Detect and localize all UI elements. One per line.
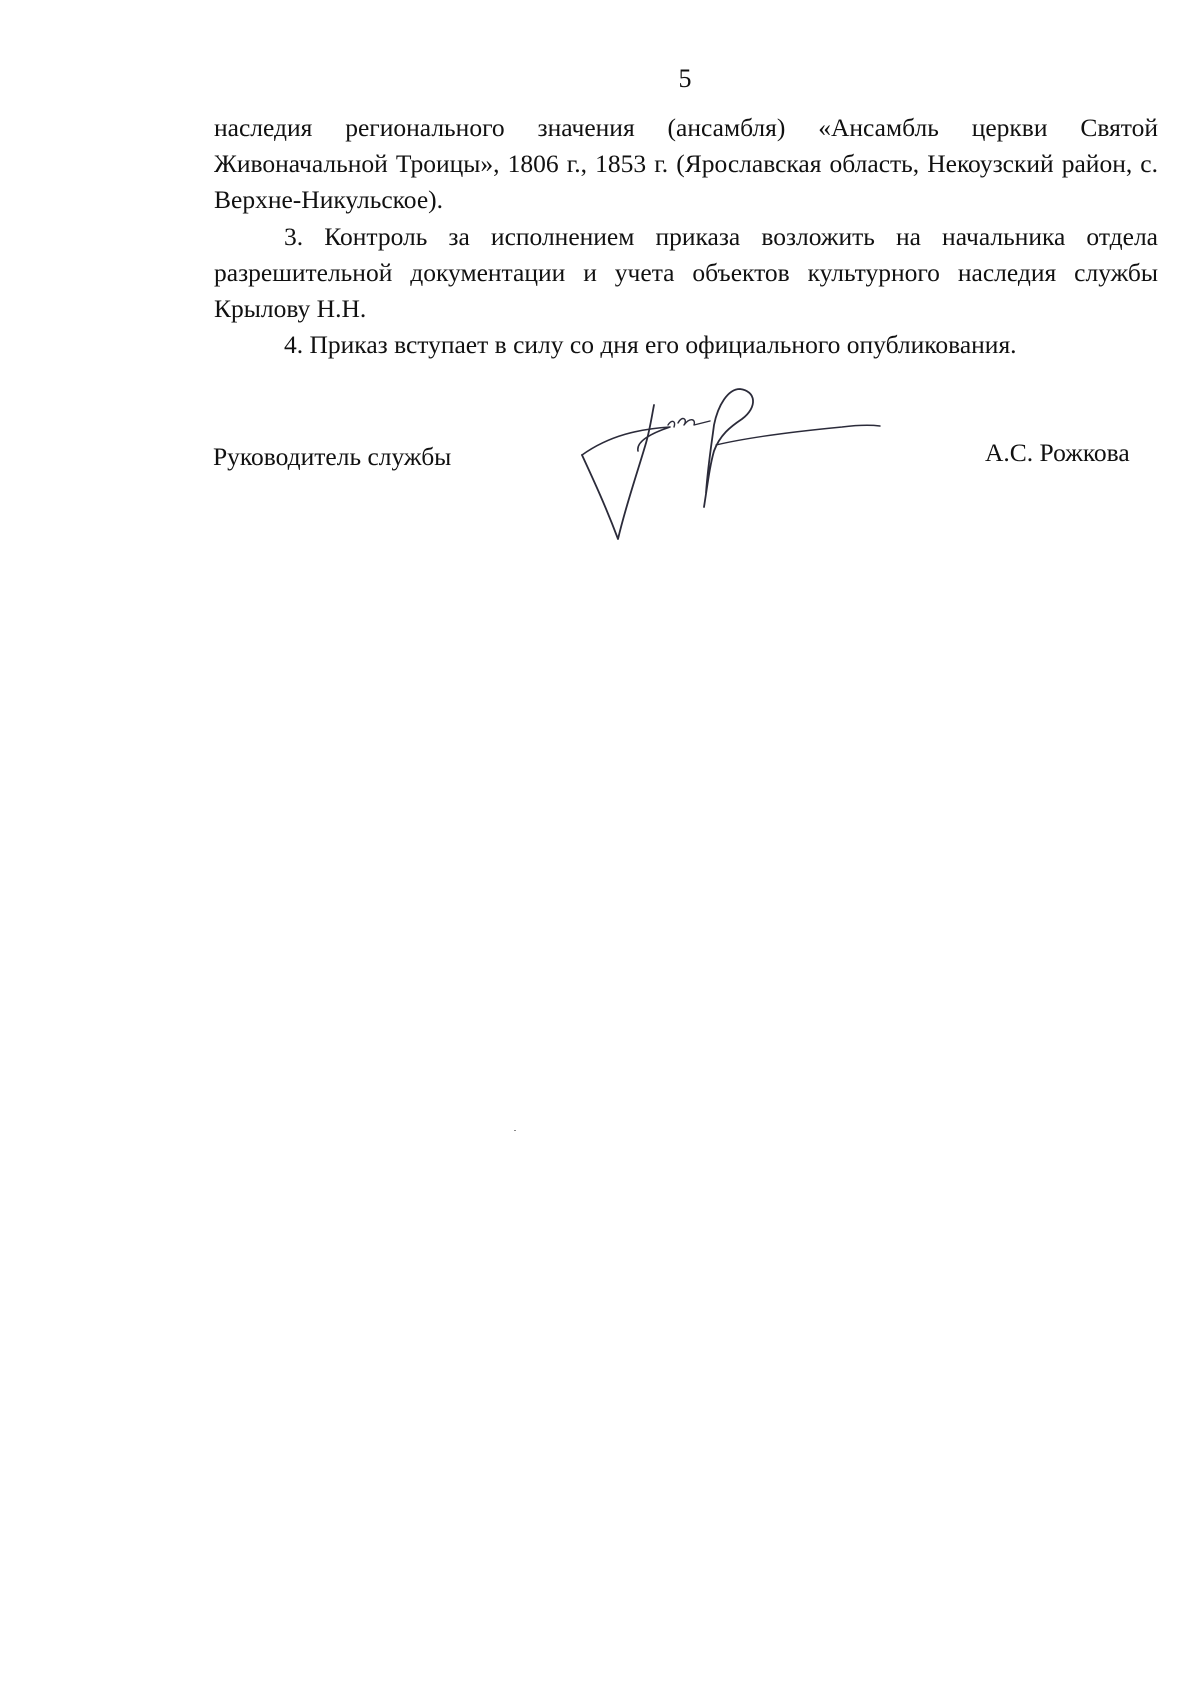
document-body <box>214 110 1158 363</box>
signatory-name: А.С. Рожкова <box>985 438 1130 467</box>
signatory-position: Руководитель службы <box>213 442 452 471</box>
paragraph-item-3: 3. Контроль за исполнением приказа возложить на начальника отдела разрешительной документации и учета объектов культурного наследия службы Крылову Н.Н. <box>214 221 1158 324</box>
paragraph-continuation: наследия регионального значения (ансамбля) «Ансамбль церкви Святой Живоначальной Троицы», 1806 г., 1853 г. (Ярославская область, Некоузский район, с. Верхне-Никульское). <box>214 113 1158 215</box>
handwritten-signature <box>580 385 900 550</box>
paragraph-item-4: 4. Приказ вступает в силу со дня его официального опубликования. <box>284 330 1017 360</box>
page-number: 5 <box>678 64 692 93</box>
scan-artifact <box>514 1130 516 1131</box>
